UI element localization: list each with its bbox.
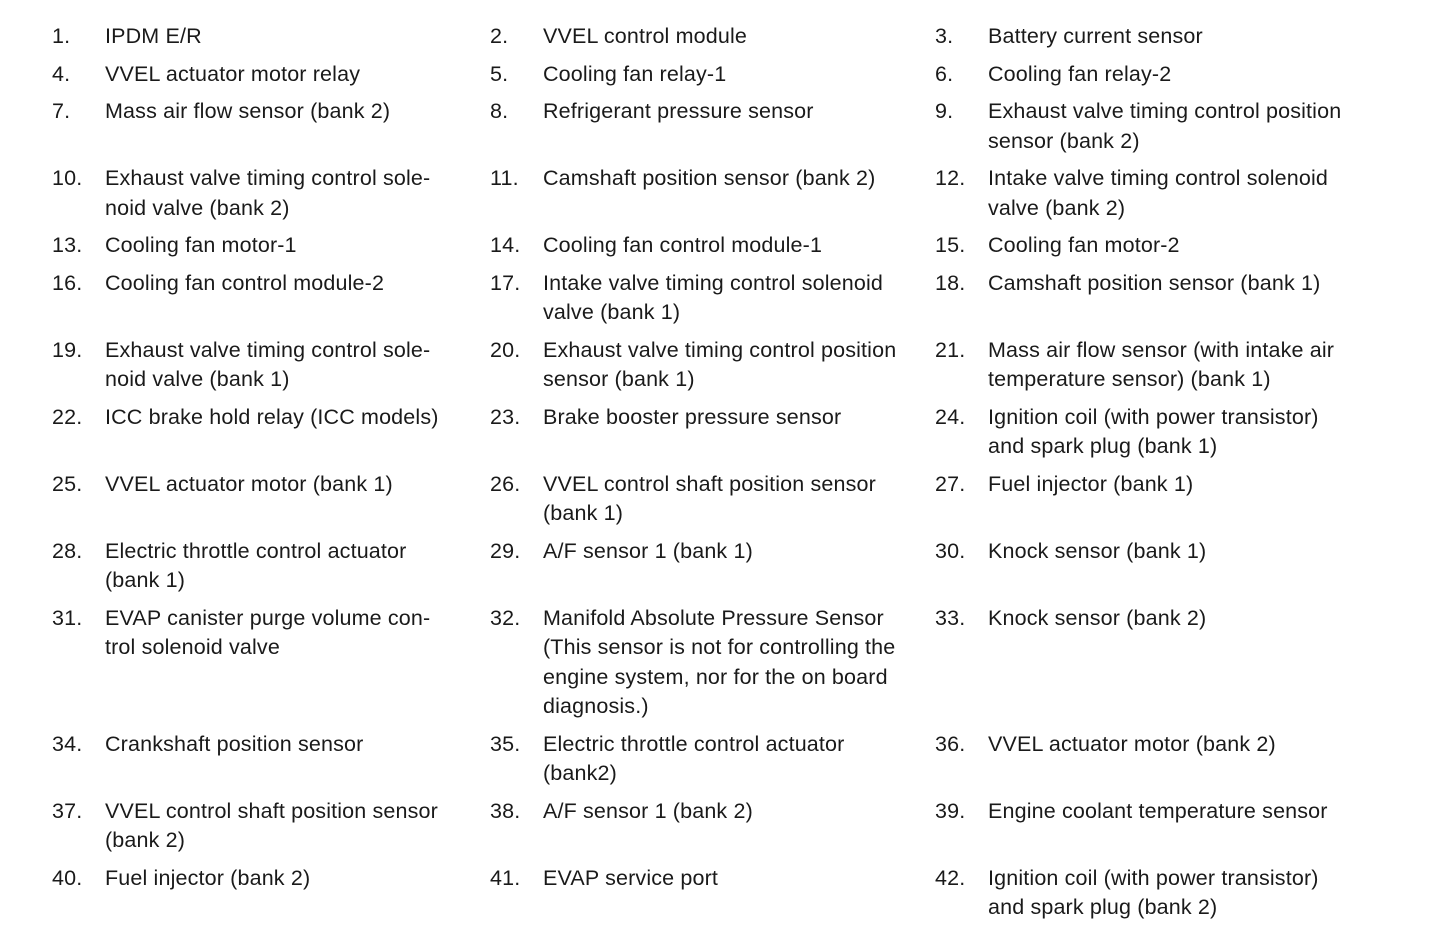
legend-item	[935, 22, 1432, 52]
legend-item-number: 24.	[935, 404, 966, 429]
row-spacer	[52, 789, 490, 797]
legend-item-label: Brake booster pressure sensor	[543, 404, 842, 429]
legend-item-label: Crankshaft position sensor	[105, 731, 364, 756]
legend-item-number: 28.	[52, 538, 83, 563]
legend-item-number: 41.	[490, 865, 521, 890]
row-spacer	[935, 529, 1432, 537]
legend-item-label: Fuel injector (bank 2)	[105, 865, 311, 890]
legend-item-number: 12.	[935, 166, 966, 190]
row-spacer	[935, 261, 1432, 269]
legend-item-label: Refrigerant pressure sensor	[543, 99, 814, 123]
legend-item-number: 22.	[52, 404, 83, 429]
legend-item	[935, 537, 1432, 596]
legend-item	[935, 604, 1432, 722]
row-spacer	[935, 223, 1432, 231]
legend-item-label: Ignition coil (with power transistor) and spark plug (bank 1)	[988, 404, 1319, 458]
row-spacer	[935, 462, 1432, 470]
row-spacer	[52, 722, 490, 730]
legend-item	[935, 864, 1432, 923]
legend-item	[935, 269, 1432, 328]
legend-item-number: 26.	[490, 471, 521, 496]
legend-item	[490, 336, 935, 395]
row-spacer	[52, 261, 490, 269]
row-spacer	[490, 462, 935, 470]
legend-item-number: 13.	[52, 233, 83, 257]
legend-item-number: 21.	[935, 337, 966, 362]
legend-item-number: 8.	[490, 99, 509, 123]
legend-item	[490, 269, 935, 328]
row-spacer	[52, 328, 490, 336]
legend-item	[52, 22, 490, 52]
legend-item	[490, 604, 935, 722]
legend-item	[490, 864, 935, 923]
legend-item-label: Exhaust valve timing control position sensor (bank 2)	[988, 99, 1342, 153]
legend-item-label: Battery current sensor	[988, 24, 1203, 48]
legend-item	[490, 403, 935, 462]
legend-item	[935, 797, 1432, 856]
row-spacer	[935, 52, 1432, 60]
row-spacer	[935, 156, 1432, 164]
legend-item	[52, 269, 490, 328]
legend-item-label: Exhaust valve timing control position sensor (bank 1)	[543, 337, 897, 391]
row-spacer	[490, 52, 935, 60]
legend-item-number: 25.	[52, 471, 83, 496]
legend-item-number: 17.	[490, 270, 521, 295]
legend-item	[52, 864, 490, 923]
legend-item-number: 29.	[490, 538, 521, 563]
legend-item	[52, 164, 490, 223]
legend-item-label: VVEL actuator motor (bank 2)	[988, 731, 1276, 756]
legend-item-label: EVAP service port	[543, 865, 719, 890]
legend-item-label: Manifold Absolute Pressure Sensor (This sensor is not for controlling the engine system, nor for the on board diagnosis.)	[543, 605, 896, 718]
legend-item-label: Exhaust valve timing control sole- noid valve (bank 2)	[105, 166, 431, 220]
row-spacer	[52, 395, 490, 403]
legend-item	[490, 22, 935, 52]
legend-item-label: Electric throttle control actuator (bank 1)	[105, 538, 407, 592]
row-spacer	[935, 722, 1432, 730]
legend-item-label: Cooling fan motor-2	[988, 233, 1180, 257]
legend-item-label: ICC brake hold relay (ICC models)	[105, 404, 439, 429]
row-spacer	[935, 328, 1432, 336]
row-spacer	[52, 596, 490, 604]
legend-item-number: 7.	[52, 99, 71, 123]
legend-item-label: VVEL control shaft position sensor (bank 2)	[105, 798, 438, 852]
row-spacer	[490, 156, 935, 164]
legend-item	[52, 537, 490, 596]
legend-item-label: A/F sensor 1 (bank 2)	[543, 798, 753, 823]
legend-item-label: Cooling fan control module-2	[105, 270, 385, 295]
row-spacer	[490, 395, 935, 403]
legend-item	[490, 730, 935, 789]
legend-item-label: Camshaft position sensor (bank 2)	[543, 166, 876, 190]
legend-item	[935, 403, 1432, 462]
row-spacer	[490, 89, 935, 97]
legend-item	[490, 60, 935, 90]
legend-item-label: Cooling fan relay-2	[988, 61, 1172, 86]
legend-item-label: Fuel injector (bank 1)	[988, 471, 1194, 496]
legend-item	[490, 97, 935, 156]
legend-item-number: 16.	[52, 270, 83, 295]
legend-item-number: 34.	[52, 731, 83, 756]
row-spacer	[490, 261, 935, 269]
legend-item-label: Intake valve timing control solenoid valve (bank 2)	[988, 166, 1329, 220]
component-legend	[52, 22, 1432, 923]
legend-item-number: 1.	[52, 24, 71, 48]
row-spacer	[52, 223, 490, 231]
legend-item-label: Engine coolant temperature sensor	[988, 798, 1328, 823]
legend-item	[490, 537, 935, 596]
legend-item	[52, 730, 490, 789]
row-spacer	[935, 596, 1432, 604]
legend-item	[935, 60, 1432, 90]
legend-item-label: VVEL control module	[543, 24, 748, 48]
row-spacer	[52, 89, 490, 97]
legend-item-number: 39.	[935, 798, 966, 823]
row-spacer	[52, 529, 490, 537]
legend-item-label: VVEL actuator motor relay	[105, 61, 361, 86]
legend-item	[490, 797, 935, 856]
row-spacer	[52, 856, 490, 864]
row-spacer	[52, 52, 490, 60]
legend-item-number: 10.	[52, 166, 83, 190]
row-spacer	[490, 596, 935, 604]
row-spacer	[490, 722, 935, 730]
legend-item	[52, 604, 490, 722]
legend-item	[52, 797, 490, 856]
legend-item-number: 9.	[935, 99, 954, 123]
legend-item	[935, 164, 1432, 223]
legend-item	[490, 470, 935, 529]
legend-item	[52, 231, 490, 261]
legend-item-label: Cooling fan motor-1	[105, 233, 297, 257]
legend-item-number: 6.	[935, 61, 954, 86]
legend-item	[52, 403, 490, 462]
legend-item-label: EVAP canister purge volume con- trol solenoid valve	[105, 605, 431, 659]
legend-item	[935, 730, 1432, 789]
legend-item	[52, 60, 490, 90]
legend-item-number: 20.	[490, 337, 521, 362]
legend-item-label: Knock sensor (bank 1)	[988, 538, 1207, 563]
row-spacer	[490, 529, 935, 537]
legend-item-label: VVEL control shaft position sensor (bank 1)	[543, 471, 876, 525]
row-spacer	[490, 328, 935, 336]
legend-item-label: VVEL actuator motor (bank 1)	[105, 471, 393, 496]
row-spacer	[935, 856, 1432, 864]
legend-item-label: A/F sensor 1 (bank 1)	[543, 538, 753, 563]
legend-item-number: 18.	[935, 270, 966, 295]
legend-item-number: 19.	[52, 337, 83, 362]
legend-item	[52, 97, 490, 156]
legend-item-number: 35.	[490, 731, 521, 756]
legend-item-label: Intake valve timing control solenoid valve (bank 1)	[543, 270, 884, 324]
legend-item	[490, 164, 935, 223]
legend-item-number: 2.	[490, 24, 509, 48]
legend-item-number: 5.	[490, 61, 509, 86]
legend-item-number: 11.	[490, 166, 519, 190]
legend-item-label: Camshaft position sensor (bank 1)	[988, 270, 1321, 295]
legend-item-number: 32.	[490, 605, 521, 630]
legend-item-number: 30.	[935, 538, 966, 563]
legend-item-number: 23.	[490, 404, 521, 429]
row-spacer	[935, 89, 1432, 97]
row-spacer	[52, 462, 490, 470]
legend-item-number: 4.	[52, 61, 71, 86]
legend-item-number: 36.	[935, 731, 966, 756]
legend-item-number: 40.	[52, 865, 83, 890]
row-spacer	[935, 789, 1432, 797]
legend-item	[935, 470, 1432, 529]
legend-item-label: Mass air flow sensor (bank 2)	[105, 99, 391, 123]
legend-item-label: IPDM E/R	[105, 24, 202, 48]
legend-item-label: Mass air flow sensor (with intake air temperature sensor) (bank 1)	[988, 337, 1335, 391]
legend-item-label: Ignition coil (with power transistor) and spark plug (bank 2)	[988, 865, 1319, 919]
legend-item-number: 42.	[935, 865, 966, 890]
legend-item-label: Cooling fan relay-1	[543, 61, 727, 86]
legend-item-label: Electric throttle control actuator (bank2)	[543, 731, 845, 785]
legend-item	[52, 470, 490, 529]
legend-item	[490, 231, 935, 261]
legend-item	[52, 336, 490, 395]
legend-item	[935, 231, 1432, 261]
legend-item-number: 37.	[52, 798, 83, 823]
legend-item-number: 3.	[935, 24, 954, 48]
legend-item	[935, 336, 1432, 395]
legend-item-label: Knock sensor (bank 2)	[988, 605, 1207, 630]
row-spacer	[935, 395, 1432, 403]
legend-item-number: 38.	[490, 798, 521, 823]
legend-item-label: Exhaust valve timing control sole- noid valve (bank 1)	[105, 337, 431, 391]
legend-item-number: 15.	[935, 233, 966, 257]
row-spacer	[490, 856, 935, 864]
row-spacer	[490, 789, 935, 797]
legend-item	[935, 97, 1432, 156]
row-spacer	[490, 223, 935, 231]
row-spacer	[52, 156, 490, 164]
legend-item-number: 14.	[490, 233, 521, 257]
legend-item-label: Cooling fan control module-1	[543, 233, 823, 257]
legend-item-number: 31.	[52, 605, 83, 630]
legend-item-number: 27.	[935, 471, 966, 496]
legend-item-number: 33.	[935, 605, 966, 630]
